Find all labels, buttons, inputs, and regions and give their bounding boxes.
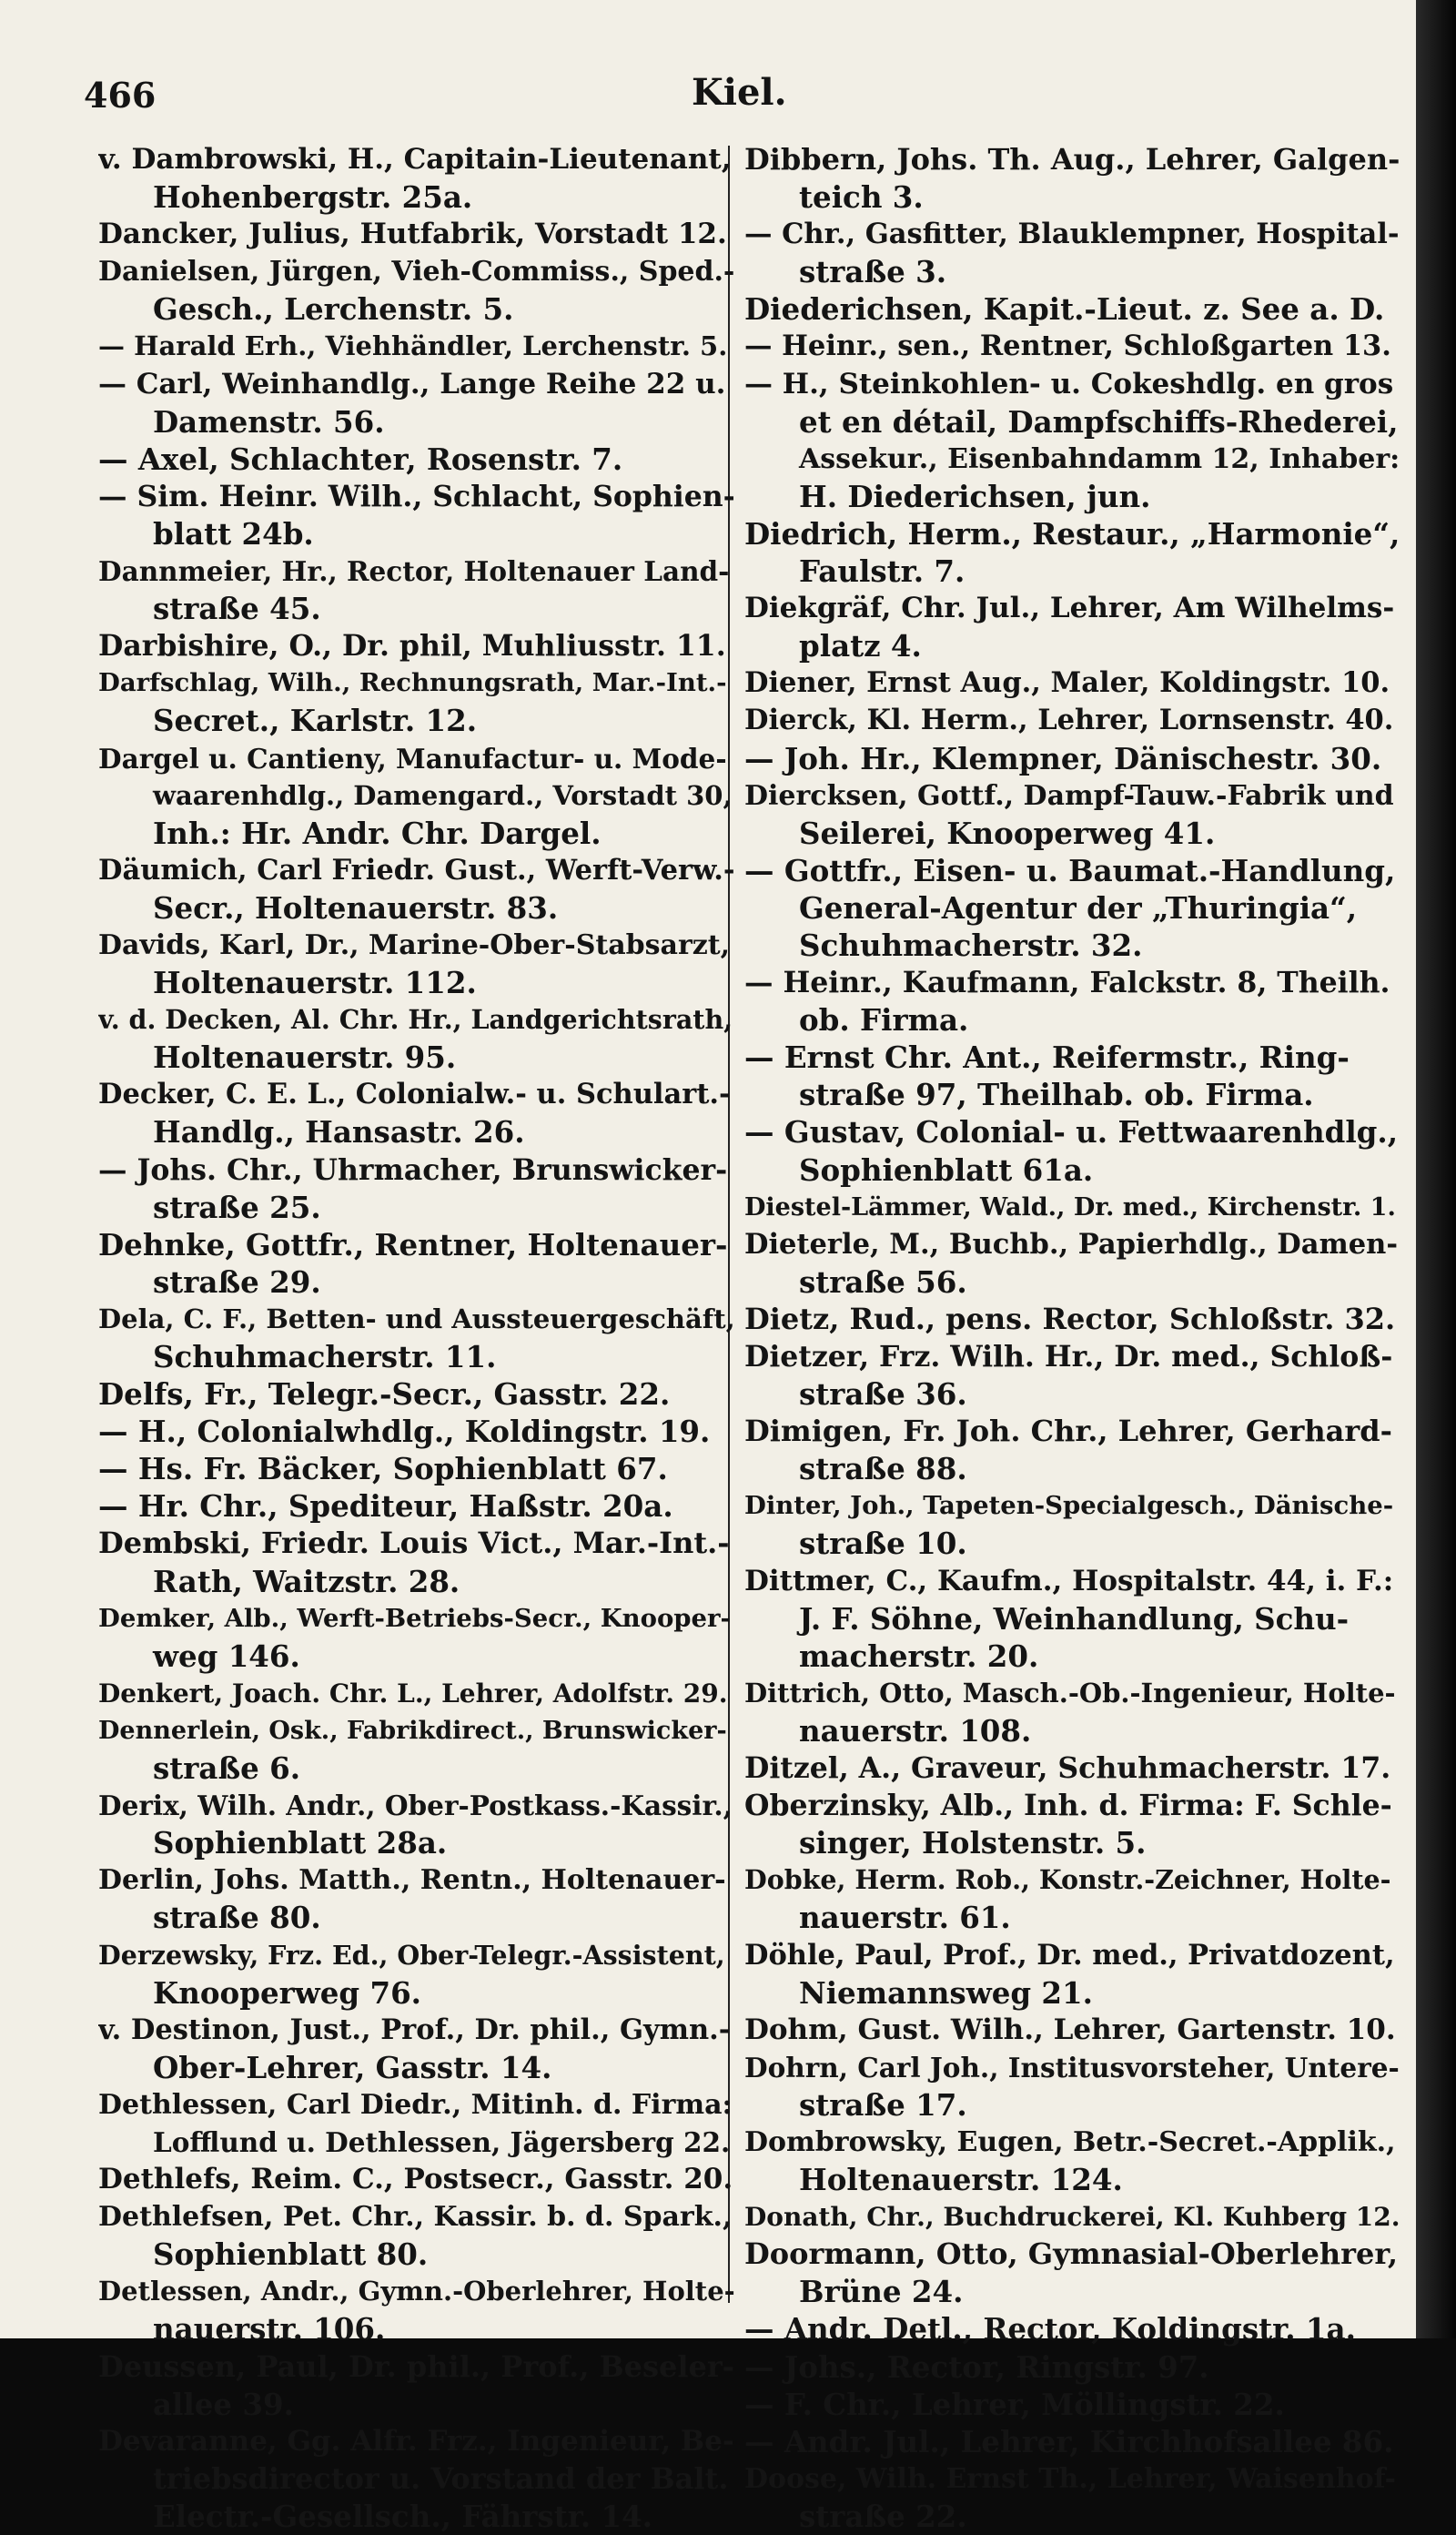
directory-entry-line: J. F. Söhne, Weinhandlung, Schu- <box>799 1600 1350 1637</box>
directory-entry-line: Döhle, Paul, Prof., Dr. med., Privatdozent, <box>744 1938 1395 1972</box>
directory-entry-line: Doose, Wilh. Ernst Th., Lehrer, Waisenhof- <box>744 2462 1396 2495</box>
directory-entry-line: — H., Steinkohlen- u. Cokeshdlg. en gros <box>744 367 1394 401</box>
directory-entry-line: — Andr. Detl., Rector, Koldingstr. 1a. <box>744 2311 1356 2347</box>
directory-entry-line: Darbishire, O., Dr. phil, Muhliusstr. 11. <box>98 629 726 664</box>
directory-entry-line: Assekur., Eisenbahndamm 12, Inhaber: <box>799 442 1400 475</box>
directory-entry-line: Sophienblatt 80. <box>153 2236 429 2273</box>
directory-entry-line: — Ernst Chr. Ant., Reifermstr., Ring- <box>744 1039 1350 1076</box>
directory-entry-line: Diedrich, Herm., Restaur., „Harmonie“, <box>744 515 1400 552</box>
directory-entry-line: Holtenauerstr. 95. <box>153 1039 457 1076</box>
directory-entry-line: Davids, Karl, Dr., Marine-Ober-Stabsarzt, <box>98 928 731 961</box>
directory-entry-line: Dennerlein, Osk., Fabrikdirect., Brunswicker- <box>98 1716 727 1745</box>
directory-entry-line: Demker, Alb., Werft-Betriebs-Secr., Knooper- <box>98 1603 731 1633</box>
directory-entry-line: Gesch., Lerchenstr. 5. <box>153 291 514 328</box>
directory-entry-line: straße 29. <box>153 1263 321 1300</box>
directory-entry-line: straße 10. <box>799 1526 967 1562</box>
directory-entry-line: v. d. Decken, Al. Chr. Hr., Landgerichtsrath, <box>98 1004 733 1036</box>
directory-entry-line: Derzewsky, Frz. Ed., Ober-Telegr.-Assistent, <box>98 1939 725 1971</box>
directory-entry-line: — Axel, Schlachter, Rosenstr. 7. <box>98 441 623 477</box>
directory-entry-line: triebsdirector u. Vorstand der Balt. <box>153 2460 729 2496</box>
directory-entry-line: straße 97, Theilhab. ob. Firma. <box>799 1077 1314 1113</box>
directory-entry-line: Decker, C. E. L., Colonialw.- u. Schulart.- <box>98 1078 731 1111</box>
directory-entry-line: Doormann, Otto, Gymnasial-Oberlehrer, <box>744 2236 1399 2272</box>
directory-entry-line: Detlessen, Andr., Gymn.-Oberlehrer, Holte- <box>98 2276 735 2307</box>
directory-entry-line: Dittmer, C., Kaufm., Hospitalstr. 44, i. F.: <box>744 1564 1394 1597</box>
directory-entry-line: Secr., Holtenauerstr. 83. <box>153 889 559 926</box>
directory-entry-line: Derix, Wilh. Andr., Ober-Postkass.-Kassir., <box>98 1790 733 1822</box>
directory-entry-line: straße 25. <box>153 1189 321 1225</box>
directory-entry-line: Dombrowsky, Eugen, Betr.-Secret.-Applik., <box>744 2125 1396 2158</box>
directory-entry-line: — Heinr., Kaufmann, Falckstr. 8, Theilh. <box>744 966 1390 1000</box>
directory-entry-line: Derlin, Johs. Matth., Rentn., Holtenauer- <box>98 1864 726 1897</box>
directory-entry-line: weg 146. <box>153 1638 300 1674</box>
directory-entry-line: Hohenbergstr. 25a. <box>153 179 473 216</box>
directory-entry-line: — Joh. Hr., Klempner, Dänischestr. 30. <box>744 740 1382 776</box>
directory-entry-line: Secret., Karlstr. 12. <box>153 703 478 739</box>
directory-entry-line: Dethlefsen, Pet. Chr., Kassir. b. d. Spark., <box>98 2201 733 2234</box>
directory-entry-line: Diestel-Lämmer, Wald., Dr. med., Kirchenstr. 1. <box>744 1192 1396 1222</box>
directory-entry-line: Dohm, Gust. Wilh., Lehrer, Gartenstr. 10. <box>744 2013 1396 2046</box>
directory-entry-line: Faulstr. 7. <box>799 553 966 590</box>
directory-entry-line: — Hr. Chr., Spediteur, Haßstr. 20a. <box>98 1488 673 1525</box>
directory-entry-line: Diercksen, Gottf., Dampf-Tauw.-Fabrik und <box>744 779 1394 812</box>
running-head: Kiel. <box>692 71 787 114</box>
directory-entry-line: platz 4. <box>799 628 922 664</box>
directory-entry-line: Dimigen, Fr. Joh. Chr., Lehrer, Gerhard- <box>744 1414 1392 1449</box>
directory-entry-line: — Heinr., sen., Rentner, Schloßgarten 13. <box>744 330 1391 363</box>
directory-entry-line: — Chr., Gasfitter, Blauklempner, Hospital- <box>744 218 1400 251</box>
directory-entry-line: Dinter, Joh., Tapeten-Specialgesch., Dänische- <box>744 1491 1394 1521</box>
directory-entry-line: Damenstr. 56. <box>153 403 385 440</box>
directory-entry-line: Dethlefs, Reim. C., Postsecr., Gasstr. 20. <box>98 2163 733 2196</box>
directory-entry-line: H. Diederichsen, jun. <box>799 478 1151 514</box>
directory-entry-line: — Gottfr., Eisen- u. Baumat.-Handlung, <box>744 852 1396 888</box>
directory-entry-line: — Johs., Rector, Ringstr. 97. <box>744 2348 1209 2385</box>
directory-entry-line: Dierck, Kl. Herm., Lehrer, Lornsenstr. 40. <box>744 704 1394 737</box>
directory-entry-line: straße 36. <box>799 1376 967 1413</box>
directory-entry-line: Denkert, Joach. Chr. L., Lehrer, Adolfstr. 29. <box>98 1678 728 1709</box>
directory-entry-line: Dancker, Julius, Hutfabrik, Vorstadt 12. <box>98 218 727 251</box>
directory-entry-line: — Hs. Fr. Bäcker, Sophienblatt 67. <box>98 1451 668 1487</box>
directory-entry-line: Schuhmacherstr. 11. <box>153 1339 497 1374</box>
directory-entry-line: — Gustav, Colonial- u. Fettwaarenhdlg., <box>744 1114 1399 1151</box>
directory-entry-line: — Carl, Weinhandlg., Lange Reihe 22 u. <box>98 367 726 401</box>
directory-entry-line: Dittrich, Otto, Masch.-Ob.-Ingenieur, Holte- <box>744 1677 1396 1709</box>
directory-entry-line: Dohrn, Carl Joh., Institusvorsteher, Untere- <box>744 2051 1400 2084</box>
directory-entry-line: Dembski, Friedr. Louis Vict., Mar.-Int.- <box>98 1526 730 1561</box>
directory-entry-line: Diederichsen, Kapit.-Lieut. z. See a. D. <box>744 291 1385 328</box>
directory-entry-line: Ober-Lehrer, Gasstr. 14. <box>153 2049 552 2085</box>
directory-entry-line: — Harald Erh., Viehhändler, Lerchenstr. 5. <box>98 330 728 362</box>
directory-entry-line: nauerstr. 61. <box>799 1900 1011 1936</box>
directory-entry-line: ob. Firma. <box>799 1002 969 1039</box>
directory-entry-line: — H., Colonialwhdlg., Koldingstr. 19. <box>98 1414 711 1450</box>
directory-entry-line: straße 45. <box>153 591 321 627</box>
directory-entry-line: Donath, Chr., Buchdruckerei, Kl. Kuhberg 12. <box>744 2202 1400 2233</box>
directory-entry-line: Electr.-Gesellsch., Fährstr. 14. <box>153 2498 653 2534</box>
directory-entry-line: Dieterle, M., Buchb., Papierhdlg., Damen- <box>744 1227 1398 1261</box>
directory-entry-line: Holtenauerstr. 124. <box>799 2162 1123 2198</box>
directory-entry-line: Dietz, Rud., pens. Rector, Schloßstr. 32. <box>744 1301 1396 1336</box>
page-number: 466 <box>84 75 157 116</box>
directory-entry-line: Schuhmacherstr. 32. <box>799 927 1143 963</box>
directory-entry-line: Dietzer, Frz. Wilh. Hr., Dr. med., Schloß- <box>744 1340 1393 1374</box>
directory-entry-line: — Sim. Heinr. Wilh., Schlacht, Sophien- <box>98 479 735 513</box>
directory-entry-line: Handlg., Hansastr. 26. <box>153 1114 525 1151</box>
left-column <box>98 141 735 2535</box>
directory-entry-line: straße 17. <box>799 2086 967 2123</box>
directory-entry-line: Diekgräf, Chr. Jul., Lehrer, Am Wilhelms- <box>744 592 1395 625</box>
directory-entry-line: Knooperweg 76. <box>153 1974 421 2011</box>
directory-entry-line: v. Destinon, Just., Prof., Dr. phil., Gymn.- <box>98 2013 731 2046</box>
directory-entry-line: macherstr. 20. <box>799 1638 1039 1674</box>
directory-entry-line: Holtenauerstr. 112. <box>153 965 477 1001</box>
scan-edge <box>1416 0 1456 2338</box>
directory-entry-line: Dela, C. F., Betten- und Aussteuergeschäft, <box>98 1303 735 1334</box>
directory-entry-line: blatt 24b. <box>153 515 314 552</box>
directory-entry-line: straße 22. <box>799 2498 967 2534</box>
right-column <box>744 141 1400 2535</box>
directory-entry-line: — Johs. Chr., Uhrmacher, Brunswicker- <box>98 1152 728 1187</box>
directory-entry-line: Dargel u. Cantieny, Manufactur- u. Mode- <box>98 742 727 775</box>
directory-entry-line: straße 80. <box>153 1900 321 1936</box>
directory-entry-line: Devaranne, Gg. Alfr. Frz., Ingenieur, Be- <box>98 2424 734 2458</box>
directory-entry-line: Oberzinsky, Alb., Inh. d. Firma: F. Schle- <box>744 1789 1392 1823</box>
directory-entry-line: Inh.: Hr. Andr. Chr. Dargel. <box>153 815 602 851</box>
directory-entry-line: Dehnke, Gottfr., Rentner, Holtenauer- <box>98 1226 728 1262</box>
directory-entry-line: allee 39. <box>153 2386 294 2422</box>
directory-entry-line: et en détail, Dampfschiffs-Rhederei, <box>799 403 1399 440</box>
directory-entry-line: straße 3. <box>799 254 947 290</box>
directory-entry-line: Delfs, Fr., Telegr.-Secr., Gasstr. 22. <box>98 1376 671 1413</box>
directory-entry-line: singer, Holstenstr. 5. <box>799 1825 1147 1861</box>
directory-entry-line: Dethlessen, Carl Diedr., Mitinh. d. Firma: <box>98 2088 733 2121</box>
directory-entry-line: General-Agentur der „Thuringia“, <box>799 889 1358 926</box>
directory-entry-line: Seilerei, Knooperweg 41. <box>799 815 1216 851</box>
directory-entry-line: — F. Chr., Lehrer, Möllingstr. 22. <box>744 2386 1285 2422</box>
directory-entry-line: nauerstr. 108. <box>799 1712 1032 1749</box>
directory-entry-line: — Andr. Jul., Lehrer, Kirchhofsallee 86. <box>744 2423 1394 2459</box>
directory-entry-line: Ditzel, A., Graveur, Schuhmacherstr. 17. <box>744 1751 1391 1786</box>
directory-entry-line: Deussen, Paul, Dr. phil., Prof., Beseler- <box>98 2348 735 2384</box>
directory-entry-line: Diener, Ernst Aug., Maler, Koldingstr. 10. <box>744 666 1390 700</box>
directory-entry-line: Sophienblatt 28a. <box>153 1825 448 1861</box>
directory-entry-line: Sophienblatt 61a. <box>799 1151 1094 1188</box>
directory-entry-line: Darfschlag, Wilh., Rechnungsrath, Mar.-Int.- <box>98 668 727 698</box>
directory-entry-line: Dobke, Herm. Rob., Konstr.-Zeichner, Holte- <box>744 1864 1391 1896</box>
directory-entry-line: nauerstr. 106. <box>153 2311 386 2347</box>
directory-entry-line: v. Dambrowski, H., Capitain-Lieutenant, <box>98 143 732 176</box>
directory-entry-line: Rath, Waitzstr. 28. <box>153 1563 460 1599</box>
directory-entry-line: Niemannsweg 21. <box>799 1974 1093 2011</box>
directory-entry-line: teich 3. <box>799 179 924 216</box>
directory-entry-line: Däumich, Carl Friedr. Gust., Werft-Verw.- <box>98 853 735 887</box>
directory-entry-line: straße 56. <box>799 1263 967 1300</box>
directory-entry-line: Brüne 24. <box>799 2274 964 2310</box>
directory-entry-line: Lofflund u. Dethlessen, Jägersberg 22. <box>153 2125 731 2158</box>
directory-entry-line: Dibbern, Johs. Th. Aug., Lehrer, Galgen- <box>744 142 1400 177</box>
directory-entry-line: waarenhdlg., Damengard., Vorstadt 30, <box>153 779 733 811</box>
directory-entry-line: Danielsen, Jürgen, Vieh-Commiss., Sped.- <box>98 256 735 289</box>
directory-entry-line: Dannmeier, Hr., Rector, Holtenauer Land- <box>98 555 730 588</box>
directory-entry-line: straße 88. <box>799 1451 967 1487</box>
directory-entry-line: straße 6. <box>153 1750 301 1787</box>
